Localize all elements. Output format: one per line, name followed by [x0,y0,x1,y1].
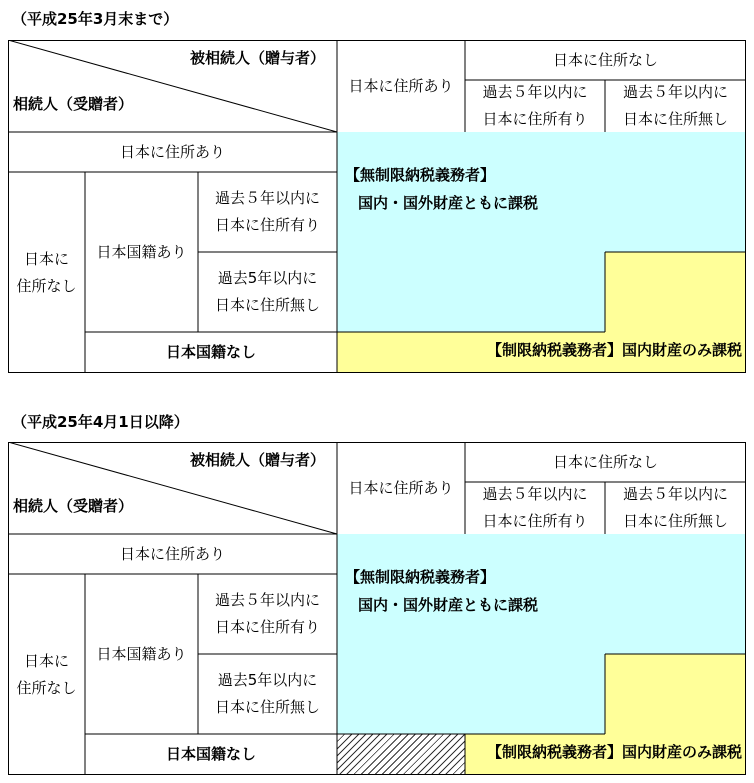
col-header-past-yes: 過去５年以内に 日本に住所有り [482,485,588,530]
row-header-nationality-yes: 日本国籍あり [96,242,187,261]
row-header-past-yes: 過去５年以内に 日本に住所有り [214,189,320,234]
limited-taxpayer-text: 【制限納税義務者】国内財産のみ課税 [486,743,742,761]
tax-obligation-table [8,442,746,775]
col-header-past-no: 過去５年以内に 日本に住所無し [622,485,728,530]
row-header-nationality-yes: 日本国籍あり [96,644,187,663]
unlimited-taxpayer-title: 【無制限納税義務者】 [345,166,496,184]
col-header-nonresident: 日本に住所なし [552,452,658,471]
unlimited-taxpayer-desc: 国内・国外財産ともに課税 [358,194,539,212]
col-header-past-yes: 過去５年以内に 日本に住所有り [482,83,588,128]
row-header-nonresident: 日本に 住所なし [16,249,77,295]
col-header-resident: 日本に住所あり [348,478,454,497]
row-header-resident: 日本に住所あり [119,142,225,161]
row-header-resident: 日本に住所あり [119,544,225,563]
row-header-nationality-no: 日本国籍なし [165,745,256,763]
limited-taxpayer-text: 【制限納税義務者】国内財産のみ課税 [486,341,742,359]
row-header-nationality-no: 日本国籍なし [165,343,256,361]
section-title: （平成25年3月末まで） [12,10,179,28]
heir-label: 相続人（受贈者） [13,95,134,113]
section-title: （平成25年4月1日以降） [12,413,189,431]
col-header-past-no: 過去５年以内に 日本に住所無し [622,83,728,128]
decedent-label: 被相続人（贈与者） [190,49,326,67]
unlimited-taxpayer-desc: 国内・国外財産ともに課税 [358,596,539,614]
col-header-nonresident: 日本に住所なし [552,50,658,69]
unlimited-taxpayer-title: 【無制限納税義務者】 [345,568,496,586]
row-header-past-no: 過去5年以内に 日本に住所無し [214,269,320,314]
tax-obligation-table [8,40,746,373]
col-header-resident: 日本に住所あり [348,76,454,95]
row-header-past-yes: 過去５年以内に 日本に住所有り [214,591,320,636]
row-header-past-no: 過去5年以内に 日本に住所無し [214,671,320,716]
heir-label: 相続人（受贈者） [13,497,134,515]
row-header-nonresident: 日本に 住所なし [16,651,77,697]
decedent-label: 被相続人（贈与者） [190,451,326,469]
